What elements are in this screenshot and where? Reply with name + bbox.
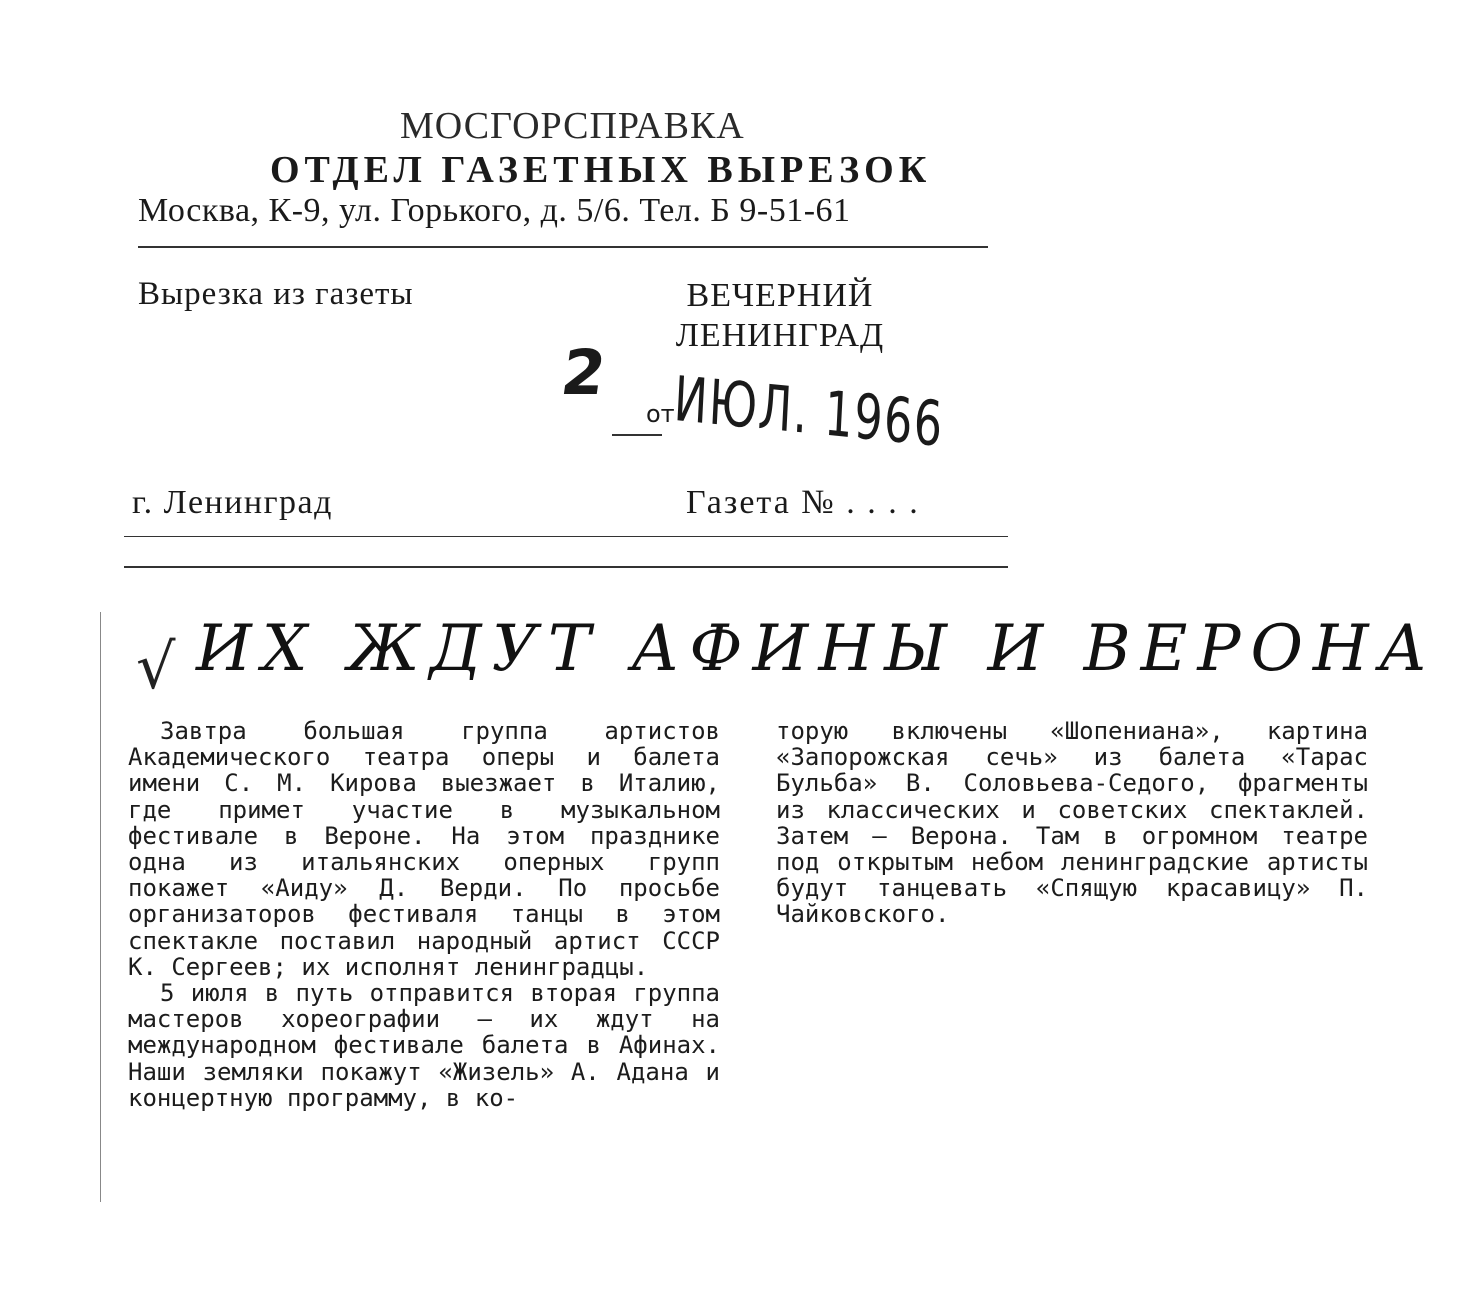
article-paragraph: 5 июля в путь отправится вторая группа мастеров хореографии — их ждут на международном фестивале балета в Афинах. Наши земляки покажут «Жизель» А. Адана и концертную программу, в ко- [128,979,720,1112]
article-column-1 [128,718,720,1111]
article-column-2 [776,718,1368,928]
city-label: г. Ленинград [132,484,333,521]
letterhead-rule-top [138,246,988,248]
organization-name: МОСГОРСПРАВКА [400,105,745,147]
clipping-margin-line [100,612,101,1202]
article-paragraph: торую включены «Шопениана», картина «Запорожская сечь» из балета «Тарас Бульба» В. Соловьева-Седого, фрагменты из классических и советских спектаклей. Затем — Верона. Там в огромном театре под открытым небом ленинградские артисты будут танцевать «Спящую красавицу» П. Чайковского. [776,717,1368,929]
address-line: Москва, К-9, ул. Горького, д. 5/6. Тел. Б 9-51-61 [138,192,851,229]
date-stamp-prefix: от [646,400,675,428]
check-mark: √ [136,630,176,703]
date-stamp-day: 2 [556,336,611,409]
newspaper-name: ВЕЧЕРНИЙ ЛЕНИНГРАД [675,277,885,354]
letterhead-rule-bottom-2 [124,566,1008,568]
article-paragraph: Завтра большая группа артистов Академического театра оперы и балета имени С. М. Кирова выезжает в Италию, где примет участие в музыкальном фестивале в Вероне. На этом празднике одна из итальянских оперных групп покажет «Аиду» Д. Верди. По просьбе организаторов фестиваля танцы в этом спектакле поставил народный артист СССР К. Сергеев; их исполнят ленинградцы. [128,717,720,981]
department-name: ОТДЕЛ ГАЗЕТНЫХ ВЫРЕЗОК [270,149,932,191]
issue-number-label: Газета № . . . . [686,484,920,521]
letterhead-rule-bottom-1 [124,536,1008,537]
date-stamp-month-year: ИЮЛ. 1966 [672,362,946,461]
date-stamp-dash [612,434,662,436]
article-headline: ИХ ЖДУТ АФИНЫ И ВЕРОНА [196,612,1438,686]
clipping-label: Вырезка из газеты [138,276,414,312]
